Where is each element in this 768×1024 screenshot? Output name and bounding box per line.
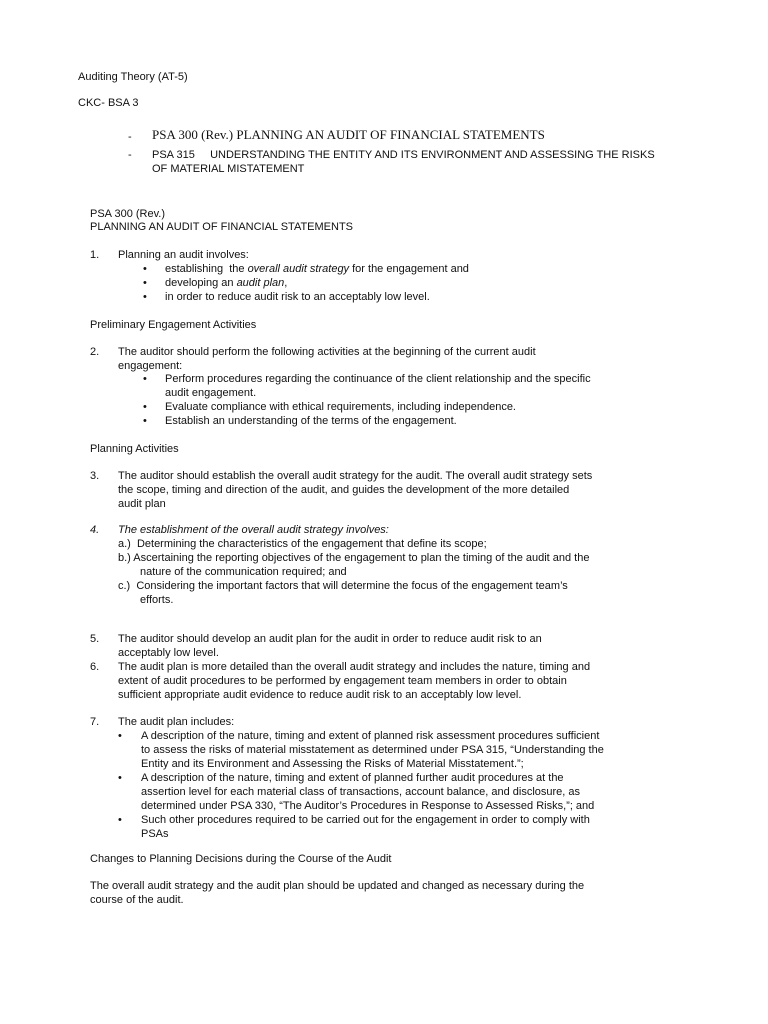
item-number: 3. <box>90 470 100 482</box>
item-2-bullet-3: Establish an understanding of the terms of the engagement. <box>165 415 457 427</box>
item-number: 2. <box>90 346 100 358</box>
item-7-bullet-2-line: assertion level for each material class of transactions, account balance, and disclosure, as <box>141 786 581 798</box>
item-1-bullet-1 <box>165 262 469 276</box>
item-number: 5. <box>90 633 100 645</box>
item-3-line: audit plan <box>118 498 166 510</box>
bullet-glyph: • <box>143 415 147 427</box>
item-5-line: acceptably low level. <box>118 647 219 659</box>
item-3-line: The auditor should establish the overall audit strategy for the audit. The overall audit strategy sets <box>118 470 593 482</box>
item-1-bullet-3: in order to reduce audit risk to an acceptably low level. <box>165 291 430 303</box>
section-title: PSA 300 (Rev.) <box>90 208 165 220</box>
item-2-bullet-1: Perform procedures regarding the continuance of the client relationship and the specific <box>165 373 591 385</box>
topic-psa315-cont: OF MATERIAL MISTATEMENT <box>152 163 305 175</box>
item-6-line: sufficient appropriate audit evidence to reduce audit risk to an acceptably low level. <box>118 689 522 701</box>
item-6-line: extent of audit procedures to be performed by engagement team members in order to obtain <box>118 675 567 687</box>
item-number: 1. <box>90 249 100 261</box>
bullet-text: developing an <box>165 277 237 289</box>
item-1-bullet-2 <box>165 276 287 290</box>
item-2-line-1: The auditor should perform the following activities at the beginning of the current audit <box>118 346 536 358</box>
item-number: 7. <box>90 716 100 728</box>
bullet-em-text: overall audit strategy <box>247 263 350 275</box>
bullet-glyph: • <box>118 772 122 784</box>
bullet-text: establishing the <box>165 263 248 275</box>
item-4-text: The establishment of the overall audit strategy involves: <box>118 524 389 536</box>
item-7-bullet-2-line: determined under PSA 330, “The Auditor’s Procedures in Response to Assessed Risks,”; and <box>141 800 595 812</box>
closing-line: course of the audit. <box>90 894 184 906</box>
bullet-glyph: • <box>143 401 147 413</box>
item-4-sub-a: a.) Determining the characteristics of the engagement that define its scope; <box>118 538 487 550</box>
item-7-bullet-2-line: A description of the nature, timing and extent of planned further audit procedures at the <box>141 772 564 784</box>
bullet-em-text: audit plan <box>236 277 285 289</box>
bullet-glyph: • <box>143 263 147 275</box>
item-4-sub-c: c.) Considering the important factors that will determine the focus of the engagement team’s <box>118 580 568 592</box>
item-2-line-2: engagement: <box>118 360 183 372</box>
item-1-text: Planning an audit involves: <box>118 249 249 261</box>
section-subtitle: PLANNING AN AUDIT OF FINANCIAL STATEMENTS <box>90 221 354 233</box>
item-2-bullet-2: Evaluate compliance with ethical requirements, including independence. <box>165 401 516 413</box>
bullet-glyph: • <box>118 730 122 742</box>
item-4-sub-b: b.) Ascertaining the reporting objectives of the engagement to plan the timing of the audit and the <box>118 552 590 564</box>
item-7-bullet-3-line: PSAs <box>141 828 169 840</box>
bullet-text: , <box>284 277 288 289</box>
bullet-glyph: • <box>143 277 147 289</box>
bullet-text: for the engagement and <box>349 263 469 275</box>
topic-dash: - <box>128 149 132 161</box>
bullet-glyph: • <box>143 373 147 385</box>
item-7-bullet-3-line: Such other procedures required to be carried out for the engagement in order to comply with <box>141 814 590 826</box>
item-7-bullet-1-line: to assess the risks of material misstatement as determined under PSA 315, “Understanding the <box>141 744 604 756</box>
bullet-glyph: • <box>143 291 147 303</box>
closing-line: The overall audit strategy and the audit plan should be updated and changed as necessary during the <box>90 880 585 892</box>
item-2-bullet-1-cont: audit engagement. <box>165 387 257 399</box>
item-number: 4. <box>90 524 100 536</box>
heading-planning: Planning Activities <box>90 443 179 455</box>
item-6-line: The audit plan is more detailed than the overall audit strategy and includes the nature, timing and <box>118 661 591 673</box>
bullet-glyph: • <box>118 814 122 826</box>
topic-psa300: PSA 300 (Rev.) PLANNING AN AUDIT OF FINANCIAL STATEMENTS <box>152 127 545 142</box>
item-number: 6. <box>90 661 100 673</box>
item-5-line: The auditor should develop an audit plan for the audit in order to reduce audit risk to an <box>118 633 542 645</box>
item-7-text: The audit plan includes: <box>118 716 235 728</box>
section-label: CKC- BSA 3 <box>78 97 139 109</box>
heading-preliminary: Preliminary Engagement Activities <box>90 319 257 331</box>
topic-psa315: PSA 315 UNDERSTANDING THE ENTITY AND ITS ENVIRONMENT AND ASSESSING THE RISKS <box>152 149 655 161</box>
course-title: Auditing Theory (AT-5) <box>78 71 188 83</box>
item-7-bullet-1-line: A description of the nature, timing and extent of planned risk assessment procedures sufficient <box>141 730 600 742</box>
item-3-line: the scope, timing and direction of the audit, and guides the development of the more detailed <box>118 484 570 496</box>
topic-dash: - <box>128 131 132 143</box>
heading-changes: Changes to Planning Decisions during the Course of the Audit <box>90 853 392 865</box>
item-4-sub-b-cont: nature of the communication required; and <box>140 566 347 578</box>
item-4-sub-c-cont: efforts. <box>140 594 174 606</box>
item-7-bullet-1-line: Entity and its Environment and Assessing the Risks of Material Misstatement.”; <box>141 758 524 770</box>
